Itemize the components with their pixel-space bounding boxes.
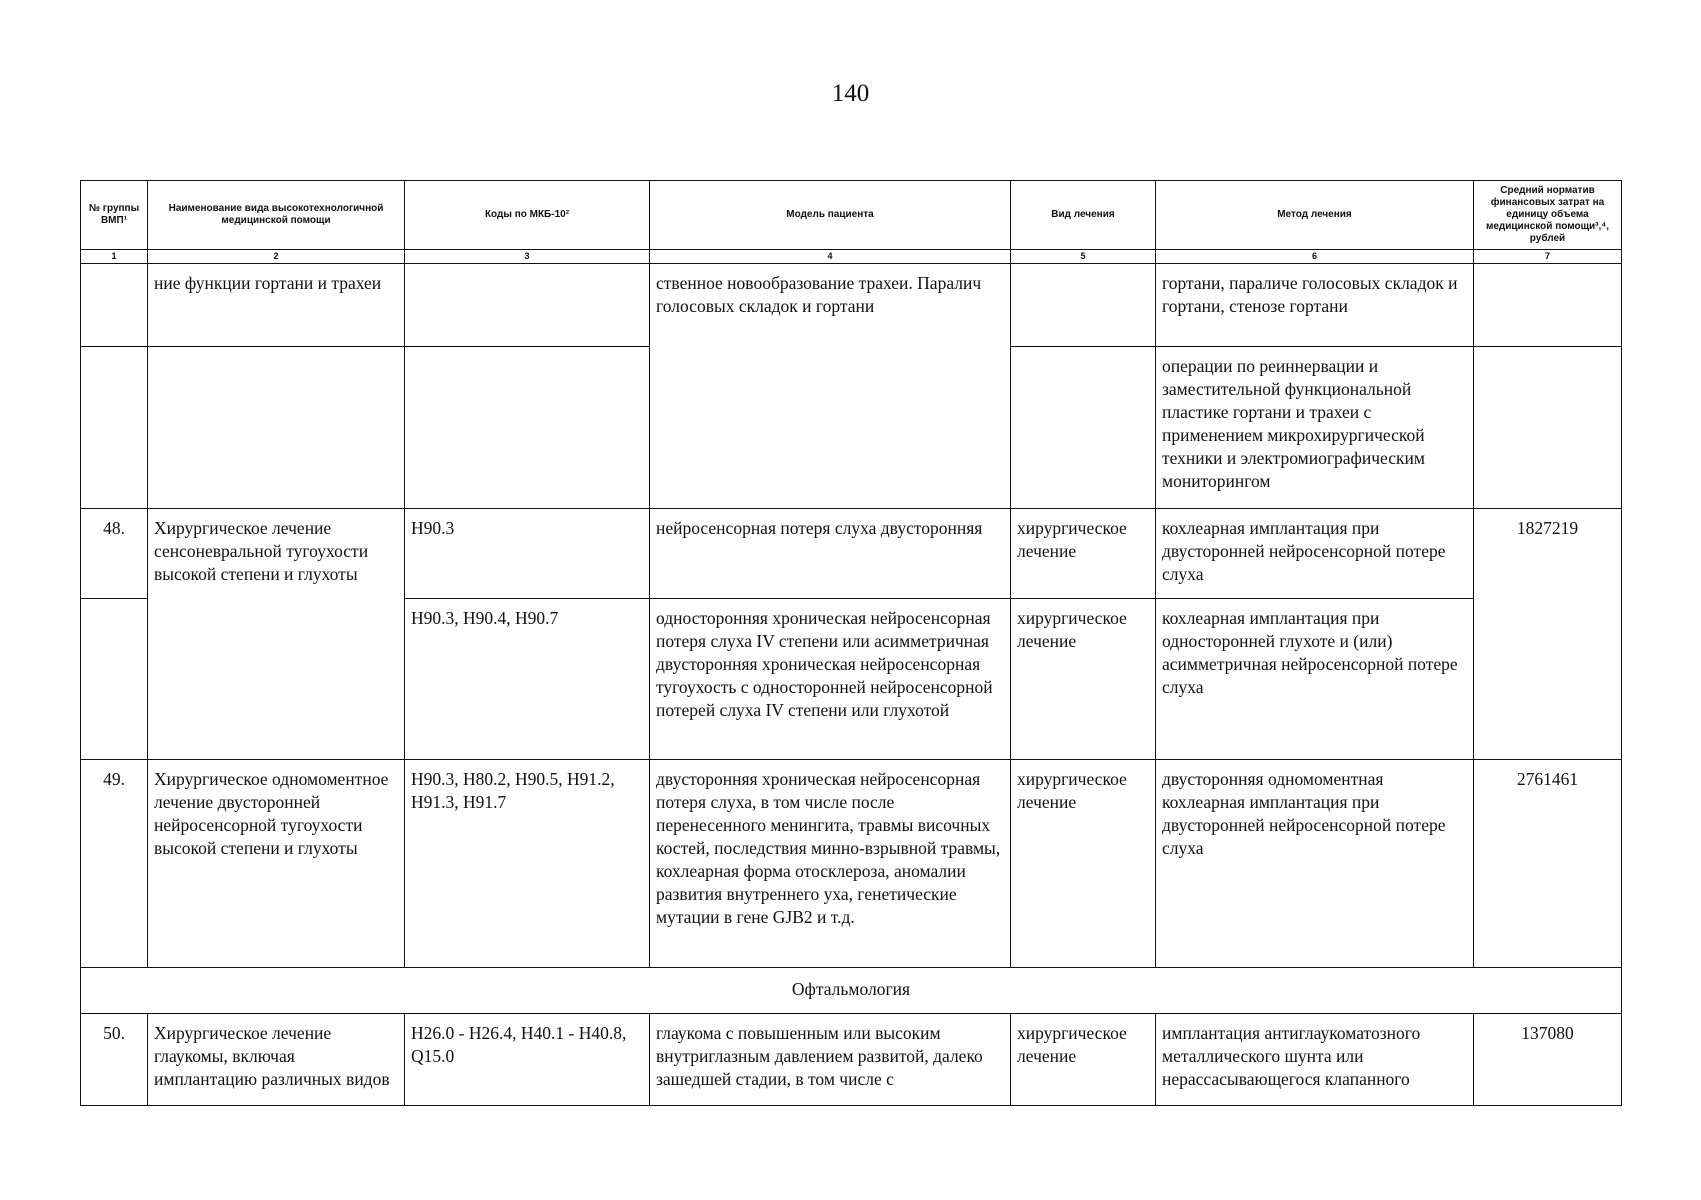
table-cell <box>1474 347 1622 509</box>
column-number: 3 <box>405 250 650 264</box>
average-cost: 137080 <box>1474 1014 1622 1106</box>
table-cell <box>148 347 405 509</box>
column-number: 4 <box>650 250 1011 264</box>
table-row <box>81 509 1622 599</box>
vmp-table <box>80 180 1622 1106</box>
header-treatment-method: Метод лечения <box>1156 181 1474 250</box>
patient-model: ственное новообразование трахеи. Паралич голосовых складок и гортани <box>650 264 1011 509</box>
patient-model: односторонняя хроническая нейросенсорная потеря слуха IV степени или асимметричная двусторонняя хроническая нейросенсорная тугоухость с односторонней нейросенсорной потерей слуха IV степени или глухотой <box>650 599 1011 760</box>
average-cost: 1827219 <box>1474 509 1622 760</box>
header-icd-codes: Коды по МКБ-10² <box>405 181 650 250</box>
table-row <box>81 1014 1622 1106</box>
column-number: 2 <box>148 250 405 264</box>
patient-model: двусторонняя хроническая нейросенсорная потеря слуха, в том числе после перенесенного менингита, травмы височных костей, последствия минно-взрывной травмы, кохлеарная форма отосклероза, аномалии развития внутреннего уха, генетические мутации в гене GJB2 и т.д. <box>650 760 1011 968</box>
treatment-method: кохлеарная имплантация при двусторонней нейросенсорной потере слуха <box>1156 509 1474 599</box>
column-number: 6 <box>1156 250 1474 264</box>
icd-codes: H26.0 - H26.4, H40.1 - H40.8, Q15.0 <box>405 1014 650 1106</box>
table-cell <box>81 347 148 509</box>
care-type-name: Хирургическое одномоментное лечение двусторонней нейросенсорной тугоухости высокой степени и глухоты <box>148 760 405 968</box>
table-cell <box>1474 264 1622 347</box>
icd-codes: H90.3 <box>405 509 650 599</box>
page-number: 140 <box>831 80 870 107</box>
header-average-cost: Средний норматив финансовых затрат на единицу объема медицинской помощи³,⁴, рублей <box>1474 181 1622 250</box>
care-type-name: ние функции гортани и трахеи <box>148 264 405 347</box>
icd-codes: H90.3, H80.2, H90.5, H91.2, H91.3, H91.7 <box>405 760 650 968</box>
table-cell <box>405 347 650 509</box>
header-treatment-type: Вид лечения <box>1011 181 1156 250</box>
header-group-number: № группы ВМП¹ <box>81 181 148 250</box>
table-cell <box>405 264 650 347</box>
treatment-method: операции по реиннервации и заместительной функциональной пластике гортани и трахеи с применением микрохирургической техники и электромиографическим мониторингом <box>1156 347 1474 509</box>
treatment-method: гортани, параличе голосовых складок и гортани, стенозе гортани <box>1156 264 1474 347</box>
treatment-type: хирургическое лечение <box>1011 509 1156 599</box>
header-row <box>81 181 1622 250</box>
table-cell <box>81 599 148 760</box>
column-number-row <box>81 250 1622 264</box>
treatment-method: имплантация антиглаукоматозного металлического шунта или нерассасывающегося клапанного <box>1156 1014 1474 1106</box>
patient-model: нейросенсорная потеря слуха двусторонняя <box>650 509 1011 599</box>
column-number: 7 <box>1474 250 1622 264</box>
treatment-method: двусторонняя одномоментная кохлеарная имплантация при двусторонней нейросенсорной потере слуха <box>1156 760 1474 968</box>
treatment-type: хирургическое лечение <box>1011 599 1156 760</box>
table-cell <box>1011 347 1156 509</box>
care-type-name: Хирургическое лечение сенсоневральной тугоухости высокой степени и глухоты <box>148 509 405 760</box>
group-number: 48. <box>81 509 148 599</box>
header-care-type-name: Наименование вида высокотехнологичной медицинской помощи <box>148 181 405 250</box>
header-patient-model: Модель пациента <box>650 181 1011 250</box>
column-number: 1 <box>81 250 148 264</box>
column-number: 5 <box>1011 250 1156 264</box>
patient-model: глаукома с повышенным или высоким внутриглазным давлением развитой, далеко зашедшей стадии, в том числе с <box>650 1014 1011 1106</box>
group-number: 50. <box>81 1014 148 1106</box>
treatment-type: хирургическое лечение <box>1011 1014 1156 1106</box>
care-type-name: Хирургическое лечение глаукомы, включая имплантацию различных видов <box>148 1014 405 1106</box>
section-title: Офтальмология <box>81 968 1622 1014</box>
section-row <box>81 968 1622 1014</box>
table-row <box>81 760 1622 968</box>
table-cell <box>81 264 148 347</box>
treatment-method: кохлеарная имплантация при односторонней глухоте и (или) асимметричная нейросенсорной потере слуха <box>1156 599 1474 760</box>
table-row <box>81 264 1622 347</box>
icd-codes: H90.3, H90.4, H90.7 <box>405 599 650 760</box>
table-cell <box>1011 264 1156 347</box>
treatment-type: хирургическое лечение <box>1011 760 1156 968</box>
group-number: 49. <box>81 760 148 968</box>
average-cost: 2761461 <box>1474 760 1622 968</box>
